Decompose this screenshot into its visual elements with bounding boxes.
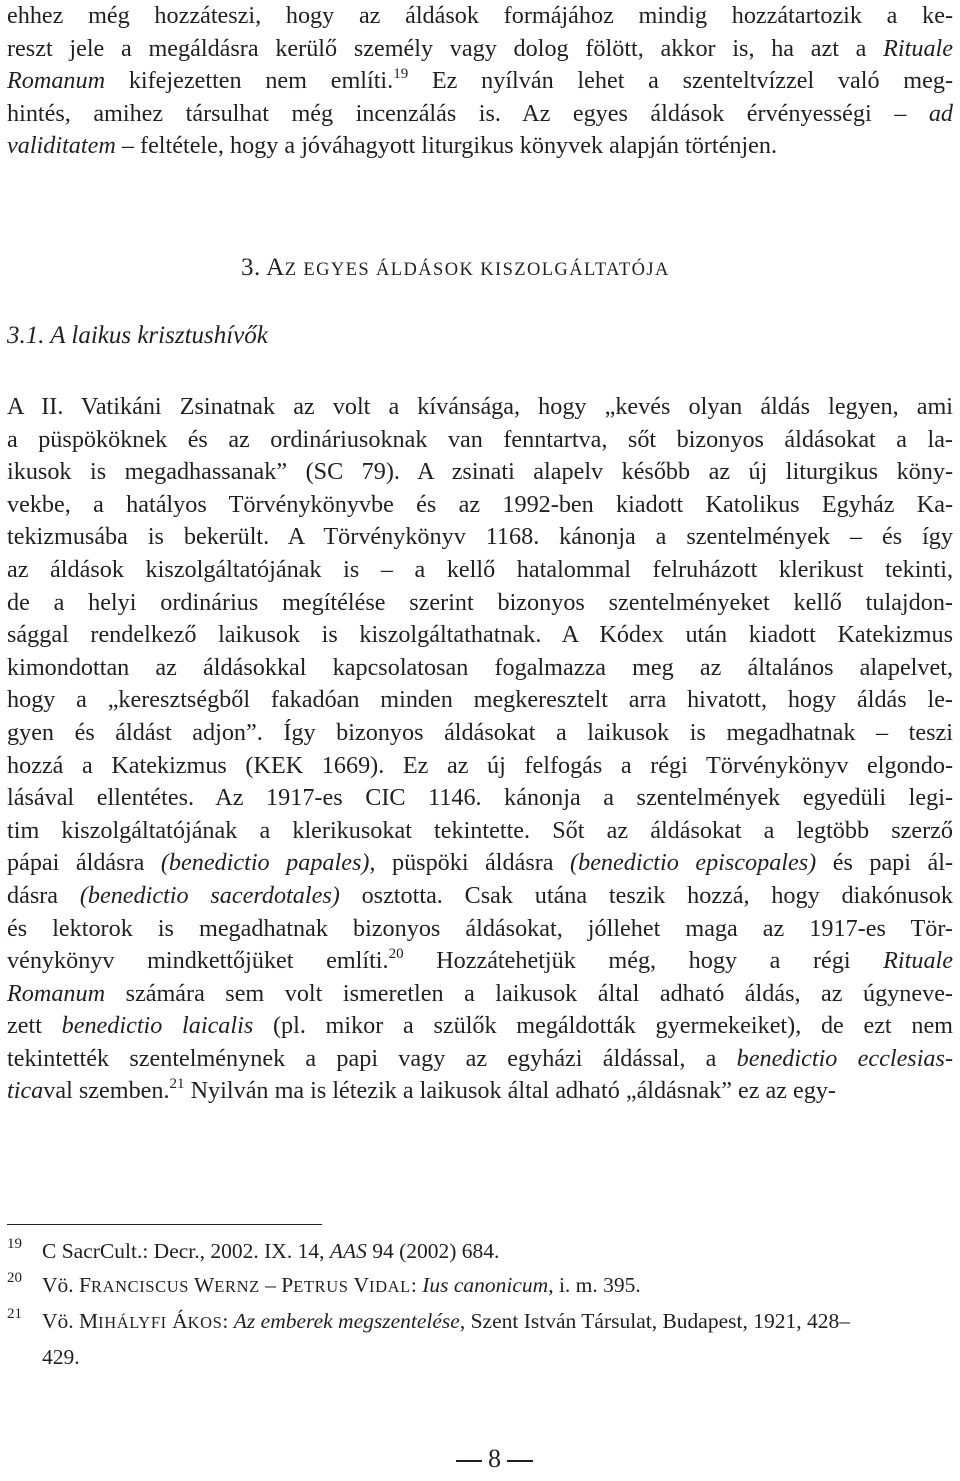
text-run: val szemben. — [43, 1077, 170, 1105]
footnotes — [7, 1234, 953, 1374]
italic-run: Rituale — [883, 947, 953, 975]
text-line — [7, 652, 953, 685]
text-run: a püspököknek és az ordináriusoknak van fenntartva, sőt bizonyos áldásokat a la- — [7, 425, 953, 453]
text-run: hogy a „keresztségből fakadóan minden megkeresztelt arra hivatott, hogy áldás le- — [7, 686, 953, 714]
footnote-text — [42, 1268, 953, 1304]
small-caps-run: KOS — [187, 1313, 223, 1332]
footnote-20 — [7, 1268, 953, 1304]
italic-run: Rituale — [883, 34, 953, 62]
small-caps-run: RANCISCUS — [90, 1277, 189, 1296]
text-run: püspöki áldásra — [375, 849, 571, 877]
italic-run: Romanum — [7, 979, 106, 1007]
text-run: , Szent István Társulat, Budapest, 1921, 428– — [459, 1309, 850, 1333]
small-caps-run: IHÁLYFI — [98, 1313, 167, 1332]
text-run: reszt jele a megáldásra kerülő személy vagy dolog fölött, akkor is, ha azt a — [7, 34, 884, 62]
text-run: – P — [259, 1273, 294, 1297]
text-run: , i. m. 395. — [548, 1273, 641, 1297]
text-run: (pl. mikor a szülők megáldották gyermekeiket), de ezt nem — [253, 1012, 953, 1040]
small-caps-run: ERNZ — [214, 1277, 260, 1296]
text-run: az áldások kiszolgáltatójának is – a kellő hatalommal felruházott klerikust tekinti, — [7, 555, 953, 583]
italic-run: (benedictio episcopales) — [570, 849, 817, 877]
text-line — [7, 815, 953, 848]
footnote-text — [42, 1234, 953, 1268]
italic-run: Ius canonicum — [422, 1273, 549, 1297]
italic-run: validitatem — [7, 132, 116, 160]
footnote-separator — [7, 1224, 322, 1225]
text-line — [7, 521, 953, 554]
text-run: : — [222, 1309, 234, 1333]
section-initial: A — [266, 254, 285, 281]
text-line — [7, 880, 953, 913]
text-run: Á — [166, 1309, 188, 1333]
text-run: zett — [7, 1012, 62, 1040]
footnote-number: 21 — [7, 1306, 22, 1322]
page-number-value: 8 — [488, 1444, 501, 1473]
italic-run: tica — [7, 1077, 44, 1105]
text-run: kimondottan az áldásokkal kapcsolatosan fogalmazza meg az általános alapelvet, — [7, 653, 953, 681]
text-run: – feltétele, hogy a jóváhagyott liturgikus könyvek alapján történjen. — [115, 132, 778, 160]
text-line — [7, 391, 953, 424]
text-line — [7, 554, 953, 587]
text-line — [7, 782, 953, 815]
text-run: hozzá a Katekizmus (KEK 1669). Ez az új felfogás a régi Törvénykönyv elgondo- — [7, 751, 953, 779]
footnote-text — [42, 1304, 953, 1374]
footnote-reference: 19 — [393, 66, 409, 83]
text-run: Hozzátehetjük még, hogy a régi — [403, 947, 884, 975]
text-run: lásával ellentétes. Az 1917-es CIC 1146. kánonja a szentelmények egyedüli legi- — [7, 784, 953, 812]
text-run: ikusok is megadhassanak” (SC 79). A zsinati alapelv később az új liturgikus köny- — [7, 458, 953, 486]
italic-run: Az emberek megszentelése — [233, 1309, 460, 1333]
footnote-number: 19 — [7, 1236, 22, 1252]
text-line — [7, 1010, 953, 1043]
italic-run: benedictio laicalis — [61, 1012, 254, 1040]
text-run: pápai áldásra — [7, 849, 161, 877]
text-run: gyen és áldást adjon”. Így bizonyos áldásokat a laikusok is megadhatnak – teszi — [7, 718, 953, 746]
text-run: hintés, amihez társulhat még incenzálás is. Az egyes áldások érvényességi – — [7, 99, 929, 127]
footnote-line — [42, 1304, 953, 1340]
small-caps-run: IDAL — [369, 1277, 411, 1296]
text-run: tekizmusába is bekerült. A Törvénykönyv 1168. kánonja a szentelmények – és így — [7, 523, 953, 551]
text-run: számára sem volt ismeretlen a laikusok által adható áldás, az úgyneve- — [105, 979, 953, 1007]
footnote-reference: 21 — [169, 1076, 185, 1093]
italic-run: (benedictio papales), — [160, 849, 376, 877]
page-number — [450, 1444, 539, 1474]
text-line — [7, 847, 953, 880]
text-run: és papi ál- — [816, 849, 953, 877]
text-run: Ez nyílván lehet a szenteltvízzel való meg- — [408, 67, 953, 95]
page-number-dash-left — [456, 1460, 482, 1462]
text-run: 429. — [42, 1345, 80, 1369]
page-number-dash-right — [507, 1460, 533, 1462]
footnote-reference: 20 — [388, 946, 404, 963]
text-line — [7, 587, 953, 620]
text-run: vénykönyv mindkettőjüket említi. — [7, 947, 389, 975]
text-run: : — [410, 1273, 423, 1297]
italic-run: Romanum — [7, 67, 106, 95]
text-run: kifejezetten nem említi. — [105, 67, 394, 95]
footnote-number: 20 — [7, 1270, 22, 1286]
text-line — [7, 1043, 953, 1076]
italic-run: benedictio ecclesias- — [736, 1044, 953, 1072]
text-run: W — [189, 1273, 215, 1297]
footnote-line — [42, 1234, 953, 1268]
text-run: osztotta. Csak utána teszik hozzá, hogy diakónusok — [339, 881, 953, 909]
italic-run: ad — [928, 99, 953, 127]
text-run: 94 (2002) 684. — [366, 1239, 500, 1263]
text-line — [7, 489, 953, 522]
footnote-19 — [7, 1234, 953, 1268]
text-line — [7, 978, 953, 1011]
text-run: Nyilván ma is létezik a laikusok által adható „áldásnak” ez az egy- — [184, 1077, 836, 1105]
text-run: Vö. M — [42, 1309, 99, 1333]
text-run: Vö. F — [42, 1273, 91, 1297]
text-line — [7, 33, 953, 66]
text-line — [7, 750, 953, 783]
footnote-line — [42, 1340, 953, 1374]
text-run: sággal rendelkező laikusok is kiszolgáltathatnak. A Kódex után kiadott Katekizmus — [7, 621, 953, 649]
italic-run: (benedictio sacerdotales) — [79, 881, 340, 909]
subsection-heading: 3.1. A laikus krisztushívők — [7, 322, 268, 349]
italic-run: AAS — [329, 1239, 367, 1263]
text-line — [7, 945, 953, 978]
text-line — [7, 130, 953, 163]
text-run: dásra — [7, 881, 80, 909]
text-run: ehhez még hozzáteszi, hogy az áldások formájához mindig hozzátartozik a ke- — [7, 2, 953, 29]
text-line — [7, 1075, 953, 1108]
text-line — [7, 913, 953, 946]
text-run: tim kiszolgáltatójának a klerikusokat tekintette. Sőt az áldásokat a legtöbb szerző — [7, 816, 953, 844]
section-heading — [241, 254, 670, 282]
text-line — [7, 65, 953, 98]
text-line — [7, 424, 953, 457]
text-run: A II. Vatikáni Zsinatnak az volt a kívánsága, hogy „kevés olyan áldás legyen, ami — [7, 393, 953, 420]
text-run: de a helyi ordinárius megítélése szerint bizonyos szentelményeket kellő tulajdon- — [7, 588, 953, 616]
text-line — [7, 684, 953, 717]
body-paragraph — [7, 391, 953, 1108]
text-run: vekbe, a hatályos Törvénykönyvbe és az 1992-ben kiadott Katolikus Egyház Ka- — [7, 490, 953, 518]
text-line — [7, 98, 953, 131]
text-run: C SacrCult.: Decr., 2002. IX. 14, — [42, 1239, 330, 1263]
footnote-line — [42, 1268, 953, 1304]
text-run: és lektorok is megadhatnak bizonyos áldásokat, jóllehet maga az 1917-es Tör- — [7, 914, 953, 942]
text-line — [7, 717, 953, 750]
text-run: tekintették szentelménynek a papi vagy az egyházi áldással, a — [7, 1044, 737, 1072]
small-caps-run: ETRUS — [293, 1277, 349, 1296]
section-number: 3. — [241, 254, 267, 281]
text-line — [7, 619, 953, 652]
intro-paragraph — [7, 0, 953, 163]
section-title-rest: Z EGYES ÁLDÁSOK KISZOLGÁLTATÓJA — [284, 260, 670, 280]
text-run: V — [348, 1273, 370, 1297]
footnote-21 — [7, 1304, 953, 1374]
text-line — [7, 0, 953, 33]
text-line — [7, 456, 953, 489]
